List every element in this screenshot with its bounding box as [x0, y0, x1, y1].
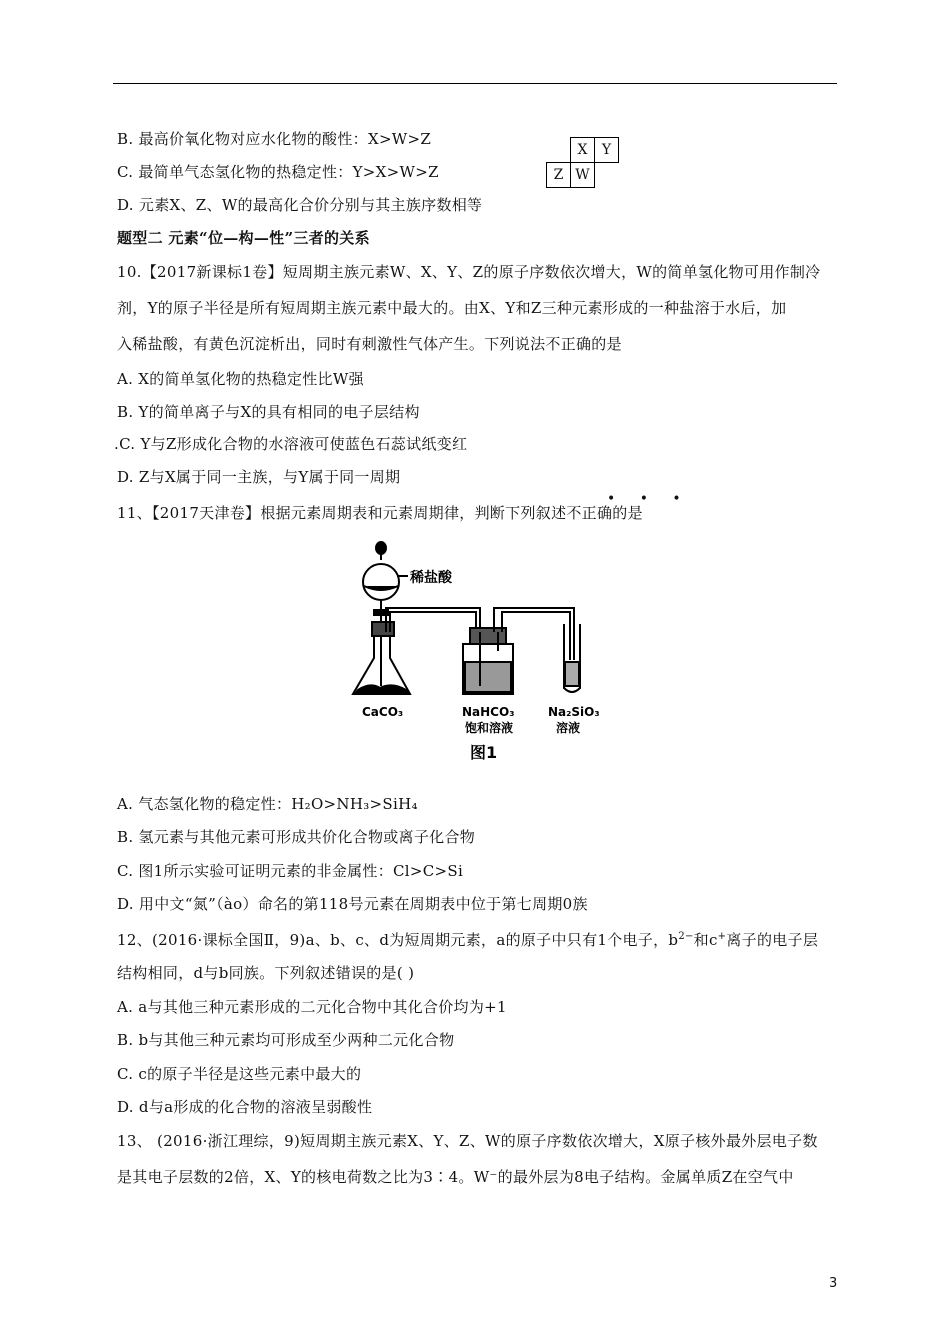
q9-option-c: C. 最简单气态氢化物的热稳定性：Y>X>W>Z [117, 163, 439, 181]
q12-stem-text-e: 离子的电子层 [726, 931, 819, 949]
acid-label: 稀盐酸 [410, 570, 452, 586]
grid-cell-z: Z [546, 162, 571, 188]
grid-cell-w: W [570, 162, 595, 188]
q11-option-b: B. 氢元素与其他元素可形成共价化合物或离子化合物 [117, 828, 476, 846]
figure-caption: 图1 [470, 743, 498, 762]
tube-label-1: Na₂SiO₃ [548, 705, 600, 719]
q11-option-d: D. 用中文“氮”（ào）命名的第118号元素在周期表中位于第七周期0族 [117, 895, 588, 913]
q10-stem-line2: 剂，Y的原子半径是所有短周期主族元素中最大的。由X、Y和Z三种元素形成的一种盐溶于水后，加 [117, 299, 787, 317]
q12-charge-b: 2− [678, 931, 694, 942]
q11-option-a: A. 气态氢化物的稳定性：H₂O>NH₃>SiH₄ [117, 795, 418, 813]
q10-option-c: .C. Y与Z形成化合物的水溶液可使蓝色石蕊试纸变红 [114, 435, 468, 453]
q13-stem-line1: 13、 (2016·浙江理综，9)短周期主族元素X、Y、Z、W的原子序数依次增大，X原子核外最外层电子数 [117, 1132, 818, 1150]
header-rule [113, 83, 837, 84]
q11-stem: 11、【2017天津卷】根据元素周期表和元素周期律，判断下列叙述不正确的是 [117, 504, 643, 522]
q10-option-d: D. Z与X属于同一主族，与Y属于同一周期 [117, 468, 401, 486]
q9-option-b: B. 最高价氧化物对应水化物的酸性：X>W>Z [117, 130, 432, 148]
q12-option-d: D. d与a形成的化合物的溶液呈弱酸性 [117, 1098, 373, 1116]
q12-charge-c: + [717, 931, 727, 942]
q12-stem-text-c: 和c [693, 931, 718, 949]
q12-stem-line1 [117, 927, 818, 950]
bottle-label-2: 饱和溶液 [465, 721, 514, 735]
q12-option-b: B. b与其他三种元素均可形成至少两种二元化合物 [117, 1031, 455, 1049]
q9-option-d: D. 元素X、Z、W的最高化合价分别与其主族序数相等 [117, 196, 483, 214]
q13-stem-line2: 是其电子层数的2倍，X、Y的核电荷数之比为3∶4。W⁻的最外层为8电子结构。金属单质Z在空气中 [117, 1168, 794, 1186]
q12-stem-text-a: 12、(2016·课标全国Ⅱ，9)a、b、c、d为短周期元素，a的原子中只有1个电子，b [117, 931, 679, 949]
q11-option-c: C. 图1所示实验可证明元素的非金属性：Cl>C>Si [117, 862, 464, 880]
periodic-grid [543, 137, 623, 193]
q10-option-b: B. Y的简单离子与X的具有相同的电子层结构 [117, 403, 420, 421]
grid-cell-x: X [570, 137, 595, 163]
q12-option-c: C. c的原子半径是这些元素中最大的 [117, 1065, 362, 1083]
q10-stem-line3: 入稀盐酸，有黄色沉淀析出，同时有刺激性气体产生。下列说法不正确的是 [117, 335, 622, 353]
flask-label: CaCO₃ [362, 705, 404, 719]
emphasis-dots: • • • [607, 491, 691, 507]
page-number: 3 [829, 1276, 838, 1291]
section-title: 题型二 元素“位—构—性”三者的关系 [117, 229, 370, 247]
apparatus-diagram [350, 536, 610, 766]
q10-option-a: A. X的简单氢化物的热稳定性比W强 [117, 370, 364, 388]
q10-stem-line1: 10.【2017新课标1卷】短周期主族元素W、X、Y、Z的原子序数依次增大，W的简单氢化物可用作制冷 [117, 263, 821, 281]
apparatus-figure [350, 536, 610, 766]
bottle-label-1: NaHCO₃ [462, 705, 515, 719]
q12-option-a: A. a与其他三种元素形成的二元化合物中其化合价均为+1 [117, 998, 507, 1016]
q12-stem-line2: 结构相同，d与b同族。下列叙述错误的是( ) [117, 964, 415, 982]
grid-cell-y: Y [594, 137, 619, 163]
tube-label-2: 溶液 [556, 721, 581, 735]
